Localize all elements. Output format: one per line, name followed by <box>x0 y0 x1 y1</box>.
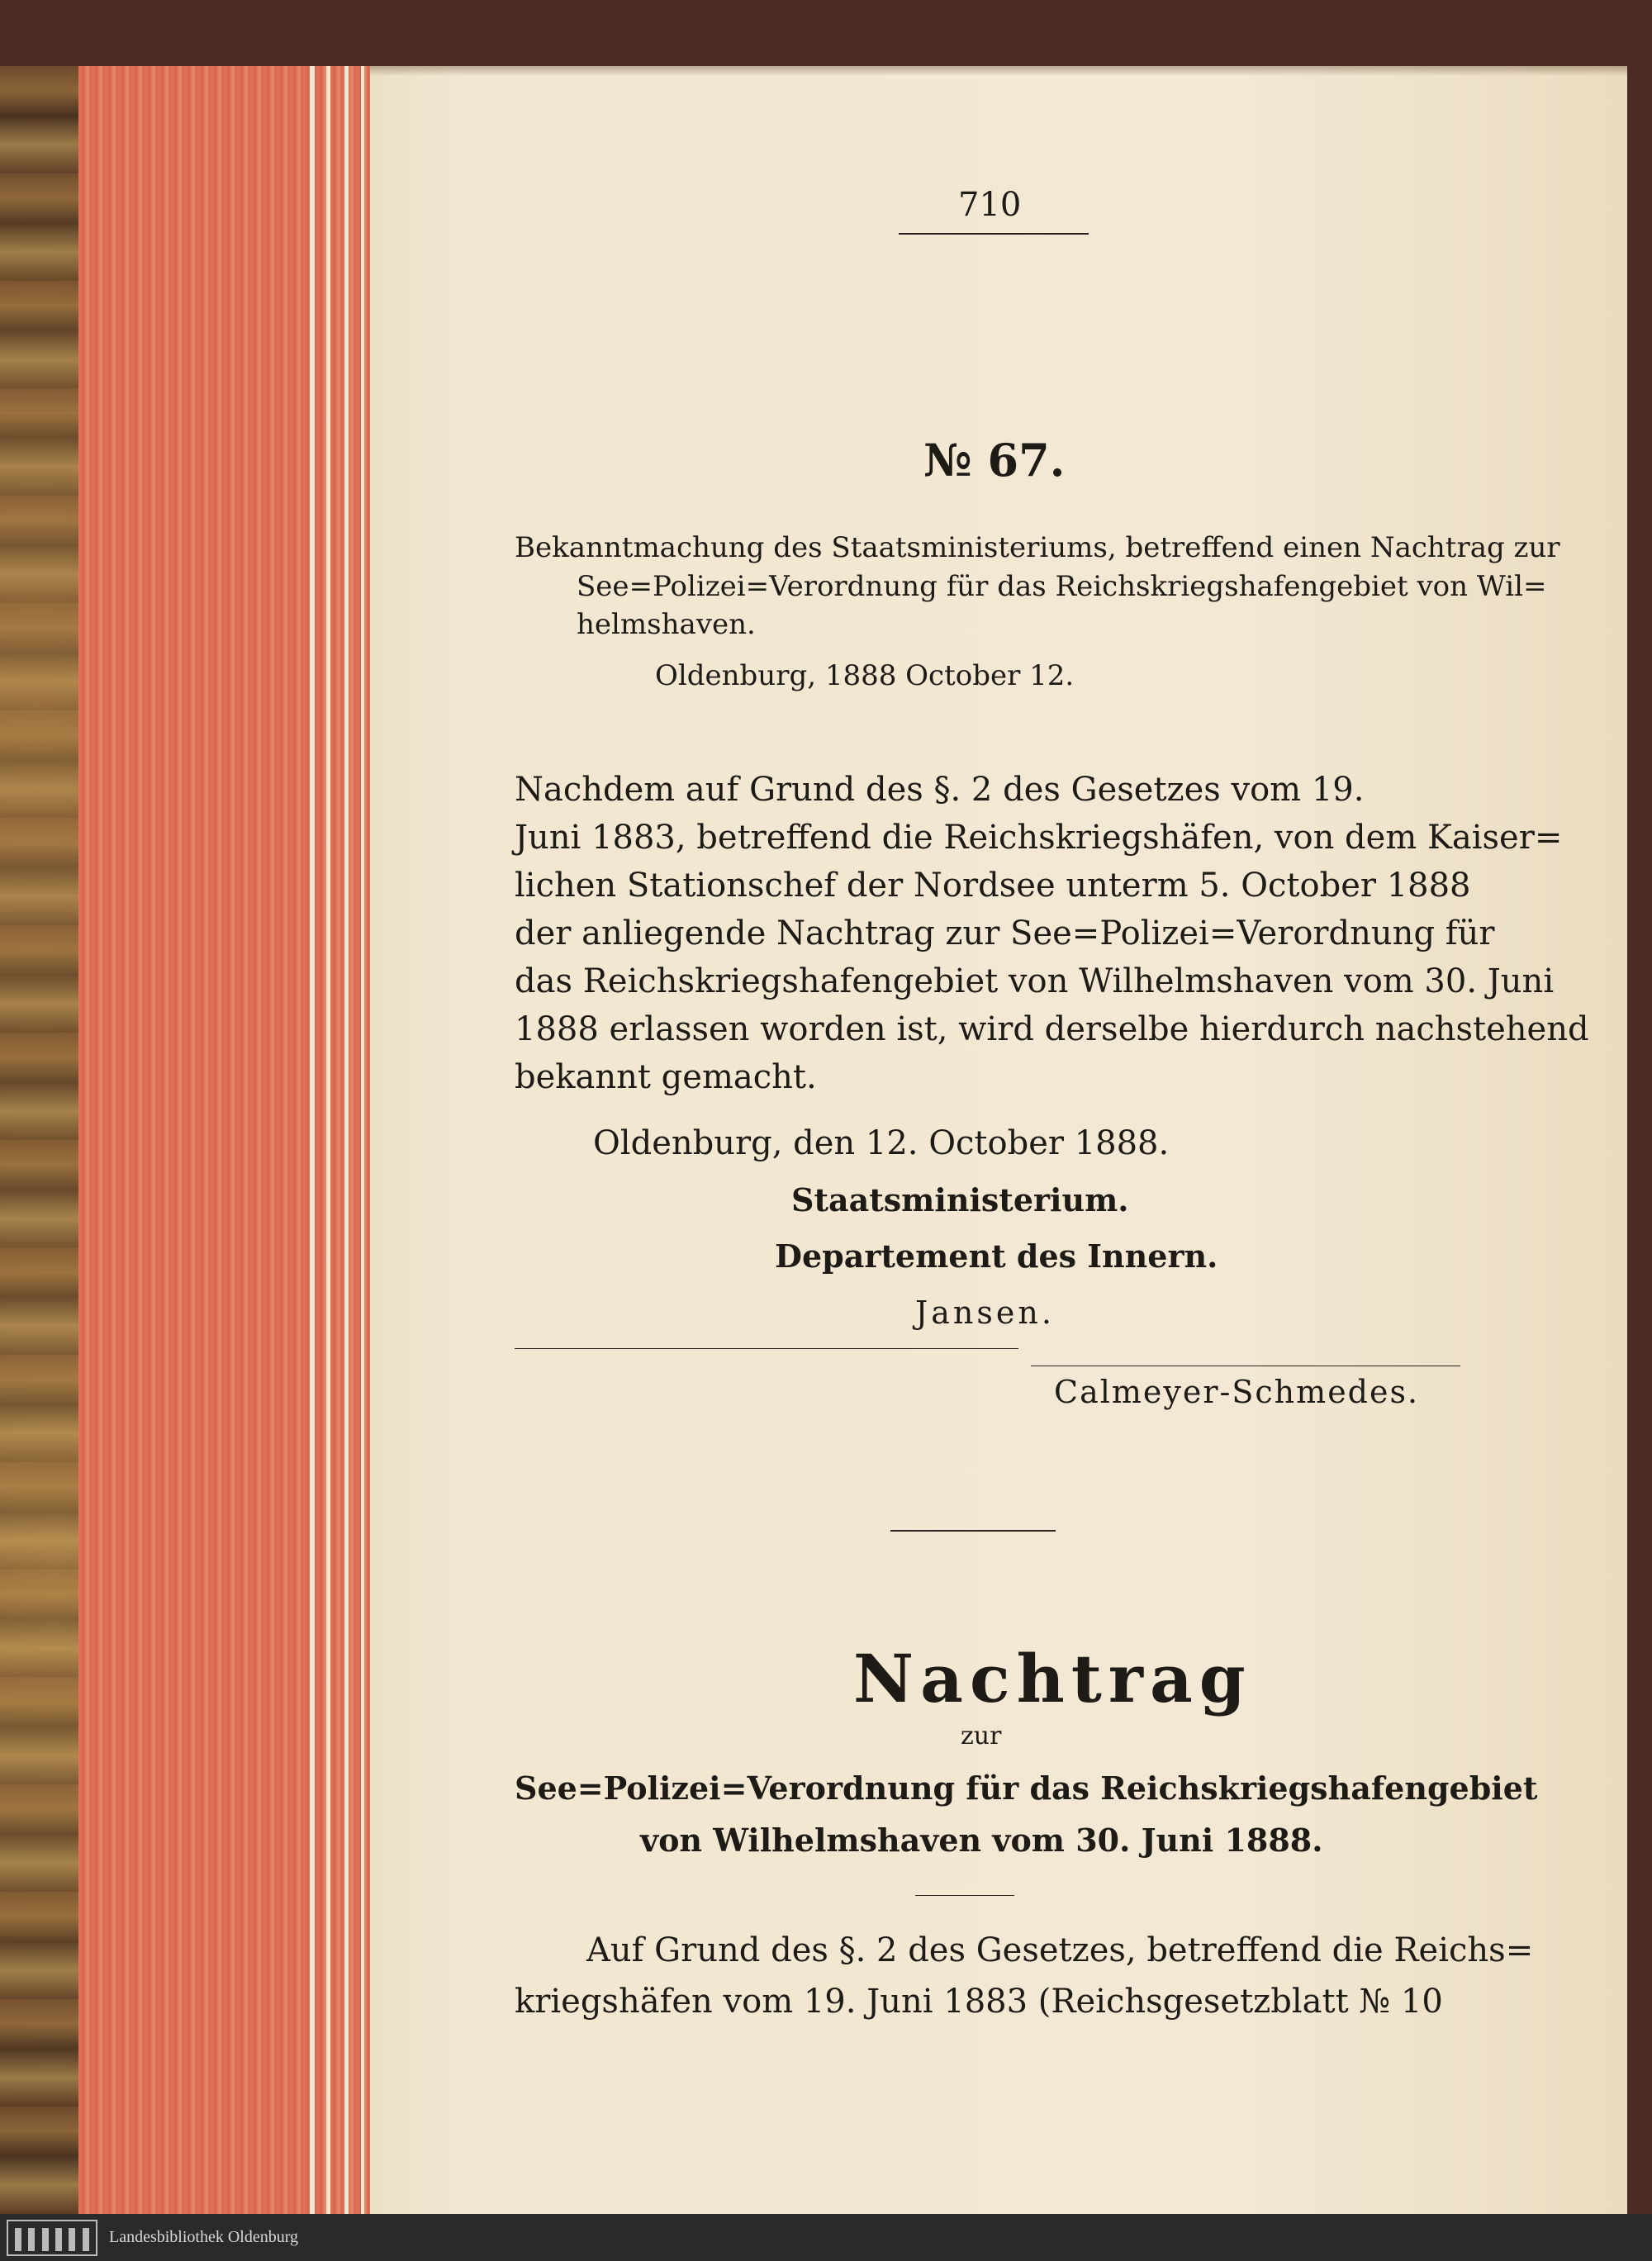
announcement-title-line-1: Bekanntmachung des Staatsministeriums, betreffend einen Nachtrag zur <box>515 531 1560 564</box>
subtitle-divider <box>915 1895 1014 1896</box>
footer-bar <box>0 2214 1652 2261</box>
supplement-subtitle-line-1: See=Polizei=Verordnung für das Reichskriegshafengebiet <box>515 1769 1538 1807</box>
body-line-3: lichen Stationschef der Nordsee unterm 5. October 1888 <box>515 867 1471 905</box>
body-line-4: der anliegende Nachtrag zur See=Polizei=Verordnung für <box>515 914 1495 952</box>
body-line-2: Juni 1883, betreffend die Reichskriegshäfen, von dem Kaiser= <box>515 819 1563 857</box>
library-building-icon <box>7 2220 97 2256</box>
body-line-6: 1888 erlassen worden ist, wird derselbe hierdurch nachstehend <box>515 1010 1589 1048</box>
supplement-connector: zur <box>961 1722 1002 1750</box>
date-line: Oldenburg, 1888 October 12. <box>655 659 1075 692</box>
page-number: 710 <box>958 186 1022 224</box>
opening-line-2: kriegshäfen vom 19. Juni 1883 (Reichsgesetzblatt № 10 <box>515 1983 1443 2021</box>
secretary-name: Calmeyer-Schmedes. <box>1054 1374 1420 1410</box>
library-name: Landesbibliothek Oldenburg <box>109 2228 299 2246</box>
announcement-title-line-3: helmshaven. <box>577 608 756 641</box>
department-name: Departement des Innern. <box>775 1237 1218 1275</box>
book-spine-marbled-cover <box>0 66 91 2214</box>
ministry-name: Staatsministerium. <box>791 1181 1129 1218</box>
page-edges <box>78 66 377 2214</box>
body-line-7: bekannt gemacht. <box>515 1058 817 1096</box>
document-page <box>370 66 1627 2214</box>
opening-line-1: Auf Grund des §. 2 des Gesetzes, betreffend die Reichs= <box>586 1931 1534 1969</box>
signature-rule-left <box>515 1348 1018 1349</box>
supplement-title: Nachtrag <box>853 1640 1252 1717</box>
page-number-rule <box>899 233 1089 235</box>
place-date: Oldenburg, den 12. October 1888. <box>593 1124 1170 1162</box>
section-number: № 67. <box>923 434 1066 487</box>
section-divider <box>890 1530 1056 1532</box>
body-line-5: das Reichskriegshafengebiet von Wilhelmshaven vom 30. Juni <box>515 962 1555 1000</box>
announcement-title-line-2: See=Polizei=Verordnung für das Reichskriegshafengebiet von Wil= <box>577 570 1547 603</box>
signer-name: Jansen. <box>915 1294 1055 1331</box>
page-shadow <box>370 66 1627 76</box>
supplement-subtitle-line-2: von Wilhelmshaven vom 30. Juni 1888. <box>640 1822 1323 1859</box>
body-line-1: Nachdem auf Grund des §. 2 des Gesetzes vom 19. <box>515 771 1365 809</box>
